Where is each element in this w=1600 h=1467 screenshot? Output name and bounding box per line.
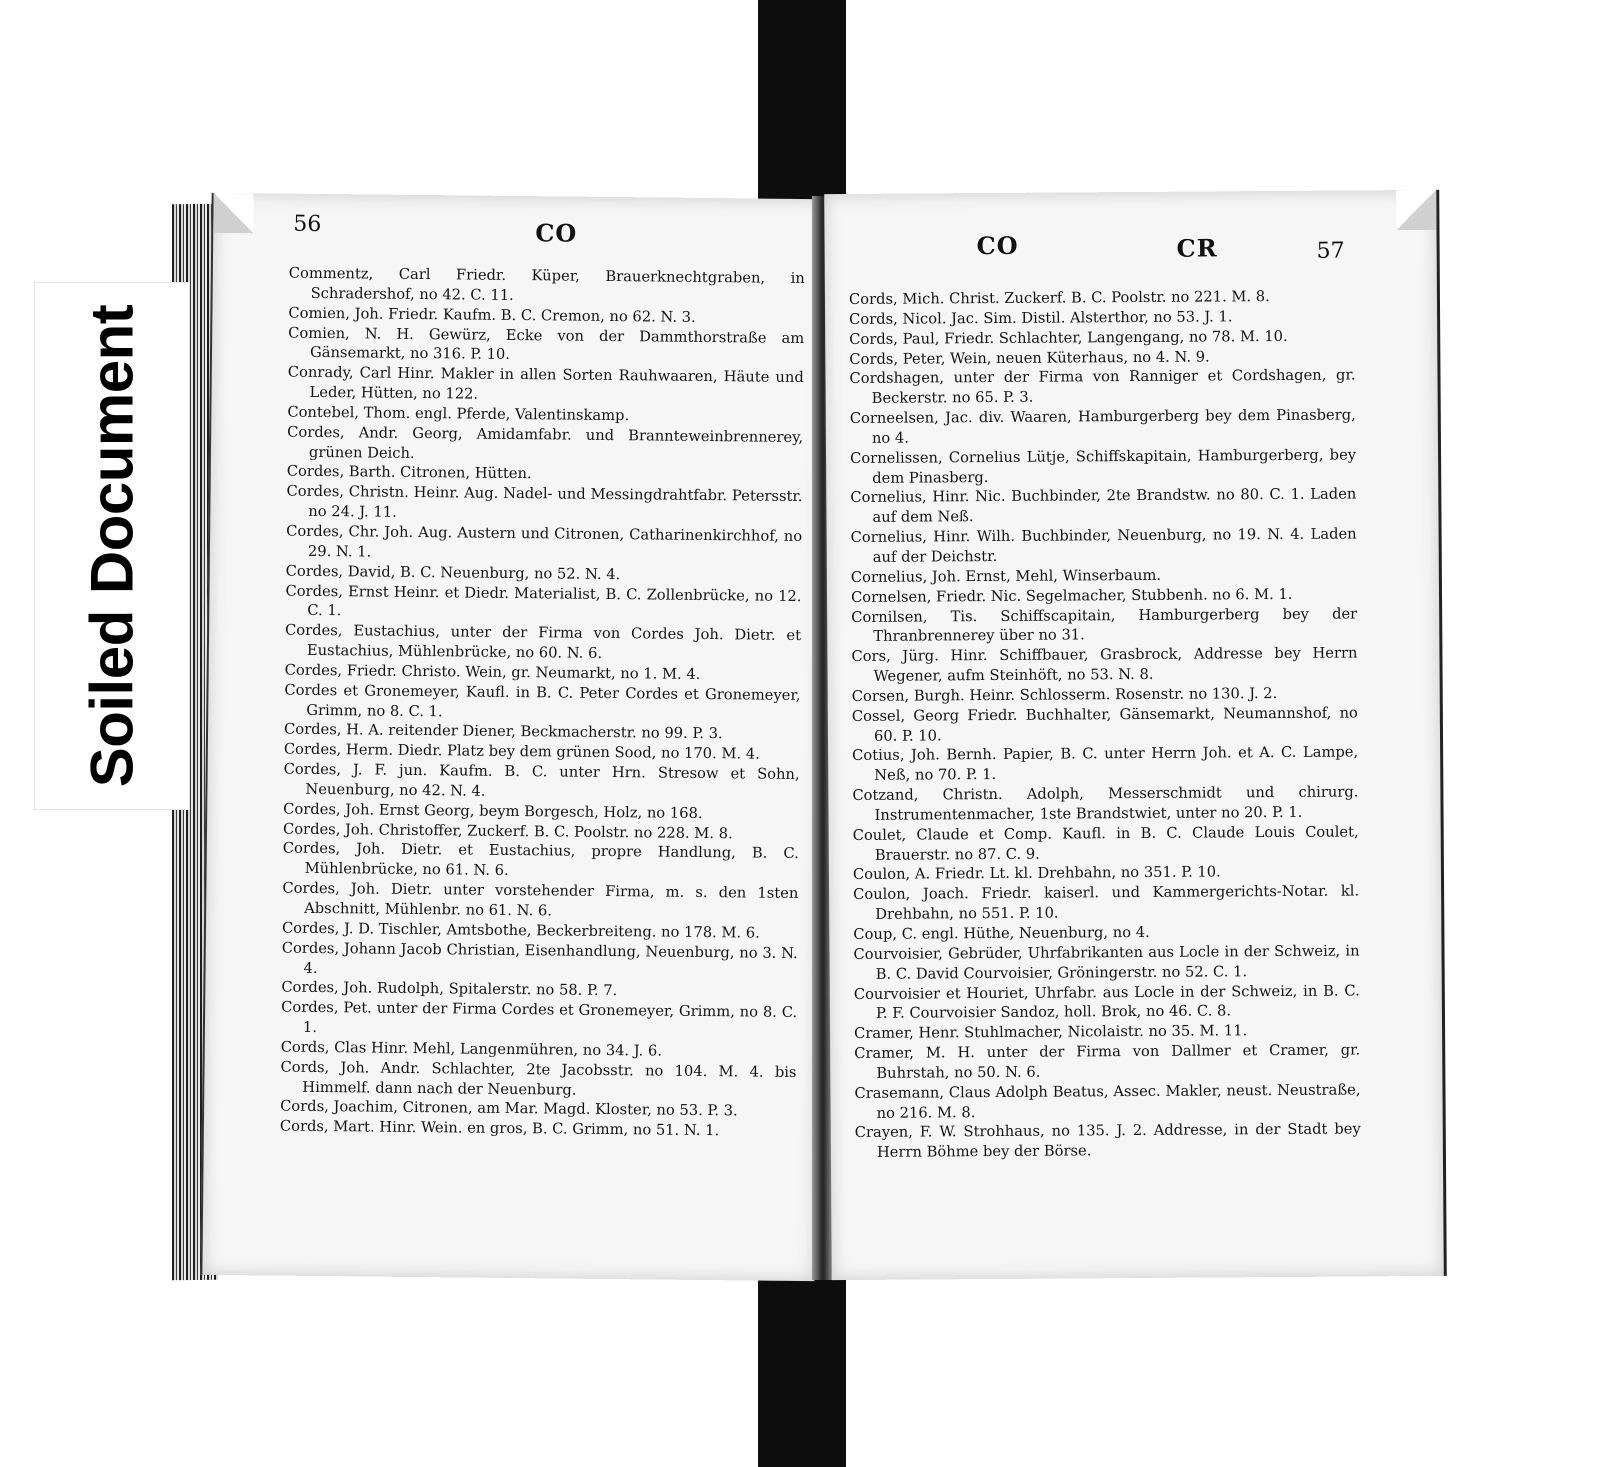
directory-entry: Courvoisier, Gebrüder, Uhrfabrikanten aus Locle in der Schweiz, in B. C. David Courvoisier, Gröningerstr. no 52. C. 1. — [853, 942, 1360, 983]
directory-entry: Cordes, Pet. unter der Firma Cordes et Gronemeyer, Grimm, no 8. C. 1. — [281, 998, 798, 1037]
directory-entry: Cors, Jürg. Hinr. Schiffbauer, Grasbrock, Addresse bey Herrn Wegener, aufm Steinhöft, no 53. N. 8. — [851, 644, 1358, 685]
directory-entry: Contebel, Thom. engl. Pferde, Valentinskamp. — [287, 403, 630, 425]
corner-fold — [1396, 190, 1436, 230]
directory-entry: Corneelsen, Jac. div. Waaren, Hamburgerberg bey dem Pinasberg, no 4. — [849, 406, 1356, 447]
directory-entry-list — [849, 286, 1361, 1163]
corner-fold — [213, 193, 253, 233]
directory-entry: Coulon, Joach. Friedr. kaiserl. und Kammergerichts-Notar. kl. Drehbahn, no 551. P. 10. — [853, 882, 1360, 923]
directory-entry: Cordes, Eustachius, unter der Firma von Cordes Joh. Dietr. et Eustachius, Mühlenbrücke, no 60. N. 6. — [285, 621, 802, 662]
directory-entry: Cords, Mart. Hinr. Wein. en gros, B. C. Grimm, no 51. N. 1. — [279, 1117, 720, 1140]
page-number: 56 — [293, 211, 322, 237]
directory-entry: Cossel, Georg Friedr. Buchhalter, Gänsemarkt, Neumannshof, no 60. P. 10. — [851, 704, 1358, 745]
directory-entry: Coup, C. engl. Hüthe, Neuenburg, no 4. — [853, 923, 1150, 943]
directory-entry: Cords, Joh. Andr. Schlachter, 2te Jacobsstr. no 104. M. 4. bis Himmelf. dann nach der Neuenburg. — [280, 1058, 797, 1099]
directory-entry: Cornelissen, Cornelius Lütje, Schiffskapitain, Hamburgerberg, bey dem Pinasberg. — [850, 446, 1357, 487]
directory-entry: Comien, Joh. Friedr. Kaufm. B. C. Cremon, no 62. N. 3. — [288, 304, 696, 326]
binding-strip-bottom — [758, 1280, 846, 1467]
right-page — [824, 190, 1447, 1280]
directory-entry: Cornelius, Hinr. Wilh. Buchbinder, Neuenburg, no 19. N. 4. Laden auf der Deichstr. — [850, 525, 1357, 566]
directory-entry: Cordes, Johann Jacob Christian, Eisenhandlung, Neuenburg, no 3. N. 4. — [281, 939, 798, 977]
directory-entry: Cordes et Gronemeyer, Kaufl. in B. C. Peter Cordes et Gronemeyer, Grimm, no 8. C. 1. — [284, 681, 801, 720]
stamp-label: Soiled Document — [78, 304, 146, 788]
directory-entry: Cordes, Ernst Heinr. et Diedr. Materialist, B. C. Zollenbrücke, no 12. C. 1. — [285, 582, 802, 620]
directory-entry: Coulon, A. Friedr. Lt. kl. Drehbahn, no 351. P. 10. — [852, 863, 1221, 884]
directory-entry: Cordes, Herm. Diedr. Platz bey dem grünen Sood, no 170. M. 4. — [283, 740, 760, 763]
page-number: 57 — [1316, 238, 1345, 264]
directory-entry: Cords, Nicol. Jac. Sim. Distil. Alsterthor, no 53. J. 1. — [849, 308, 1233, 328]
directory-entry: Cords, Mich. Christ. Zuckerf. B. C. Poolstr. no 221. M. 8. — [848, 288, 1270, 308]
directory-entry: Cordes, H. A. reitender Diener, Beckmacherstr. no 99. P. 3. — [283, 721, 723, 743]
directory-entry: Cotzand, Christn. Adolph, Messerschmidt und chirurg. Instrumentenmacher, 1ste Brandstwiet, unter no 20. P. 1. — [852, 783, 1359, 824]
directory-entry: Coulet, Claude et Comp. Kaufl. in B. C. Claude Louis Coulet, Brauerstr. no 87. C. 9. — [852, 823, 1359, 864]
directory-entry: Cordes, Andr. Georg, Amidamfabr. und Brannteweinbrennerey, grünen Deich. — [287, 423, 804, 462]
directory-entry: Crasemann, Claus Adolph Beatus, Assec. Makler, neust. Neustraße, no 216. M. 8. — [854, 1081, 1361, 1122]
directory-entry: Corsen, Burgh. Heinr. Schlosserm. Rosenstr. no 130. J. 2. — [851, 684, 1278, 705]
directory-entry-list — [280, 264, 805, 1142]
directory-entry: Commentz, Carl Friedr. Küper, Brauerknechtgraben, in Schradershof, no 42. C. 11. — [288, 264, 805, 304]
directory-entry: Comien, N. H. Gewürz, Ecke von der Dammthorstraße am Gänsemarkt, no 316. P. 10. — [288, 324, 805, 364]
soiled-document-stamp — [34, 282, 190, 810]
directory-entry: Cords, Joachim, Citronen, am Mar. Magd. Kloster, no 53. P. 3. — [280, 1098, 738, 1120]
directory-entry: Cornelius, Hinr. Nic. Buchbinder, 2te Brandstw. no 80. C. 1. Laden auf dem Neß. — [850, 485, 1357, 527]
directory-entry: Cords, Clas Hinr. Mehl, Langenmühren, no 34. J. 6. — [280, 1038, 662, 1060]
directory-entry: Cordes, David, B. C. Neuenburg, no 52. N. 4. — [285, 562, 621, 583]
directory-entry: Cramer, M. H. unter der Firma von Dallmer et Cramer, gr. Buhrstah, no 50. N. 6. — [854, 1041, 1361, 1082]
directory-entry: Cordes, Joh. Rudolph, Spitalerstr. no 58. P. 7. — [281, 978, 618, 1000]
directory-entry: Conrady, Carl Hinr. Makler in allen Sorten Rauhwaaren, Häute und Leder, Hütten, no 122. — [287, 363, 804, 403]
directory-entry: Cords, Paul, Friedr. Schlachter, Langengang, no 78. M. 10. — [849, 327, 1288, 348]
directory-entry: Cornelsen, Friedr. Nic. Segelmacher, Stubbenh. no 6. M. 1. — [850, 585, 1293, 606]
directory-entry: Cordes, Friedr. Christo. Wein, gr. Neumarkt, no 1. M. 4. — [284, 661, 701, 683]
directory-entry: Cordes, Christn. Heinr. Aug. Nadel- und Messingdrahtfabr. Petersstr. no 24. J. 11. — [286, 482, 803, 521]
directory-entry: Courvoisier et Houriet, Uhrfabr. aus Locle in der Schweiz, in B. C. P. F. Courvoisier Sandoz, holl. Brok, no 46. C. 8. — [853, 981, 1360, 1023]
directory-entry: Cordes, Chr. Joh. Aug. Austern und Citronen, Catharinenkirchhof, no 29. N. 1. — [286, 522, 803, 561]
directory-entry: Cornilsen, Tis. Schiffscapitain, Hamburgerberg bey der Thranbrennerey über no 31. — [851, 604, 1358, 646]
directory-entry: Cordes, J. D. Tischler, Amtsbothe, Beckerbreiteng. no 178. M. 6. — [281, 919, 760, 942]
running-head-left: CO — [976, 230, 1019, 261]
directory-entry: Cornelius, Joh. Ernst, Mehl, Winserbaum. — [850, 566, 1162, 586]
directory-entry: Cotius, Joh. Bernh. Papier, B. C. unter Herrn Joh. et A. C. Lampe, Neß, no 70. P. 1. — [852, 743, 1359, 785]
directory-entry: Cordshagen, unter der Firma von Ranniger et Cordshagen, gr. Beckerstr. no 65. P. 3. — [849, 366, 1356, 408]
running-head: CO — [535, 218, 578, 248]
directory-entry: Cordes, Joh. Dietr. unter vorstehender Firma, m. s. den 1sten Abschnitt, Mühlenbr. no 61. N. 6. — [282, 879, 799, 920]
directory-entry: Cordes, Joh. Dietr. et Eustachius, propre Handlung, B. C. Mühlenbrücke, no 61. N. 6. — [282, 840, 799, 880]
directory-entry: Cords, Peter, Wein, neuen Küterhaus, no 4. N. 9. — [849, 348, 1210, 368]
directory-entry: Cordes, Barth. Citronen, Hütten. — [286, 463, 532, 483]
left-page — [200, 193, 825, 1281]
directory-entry: Cordes, Joh. Ernst Georg, beym Borgesch, Holz, no 168. — [283, 800, 703, 822]
running-head-right: CR — [1176, 233, 1218, 263]
directory-entry: Cordes, Joh. Christoffer, Zuckerf. B. C. Poolstr. no 228. M. 8. — [282, 820, 733, 842]
binding-strip-top — [758, 0, 846, 200]
directory-entry: Cramer, Henr. Stuhlmacher, Nicolaistr. no 35. M. 11. — [854, 1022, 1248, 1043]
directory-entry: Crayen, F. W. Strohhaus, no 135. J. 2. Addresse, in der Stadt bey Herrn Böhme bey der Börse. — [854, 1120, 1361, 1162]
directory-entry: Cordes, J. F. jun. Kaufm. B. C. unter Hrn. Stresow et Sohn, Neuenburg, no 42. N. 4. — [283, 760, 800, 800]
